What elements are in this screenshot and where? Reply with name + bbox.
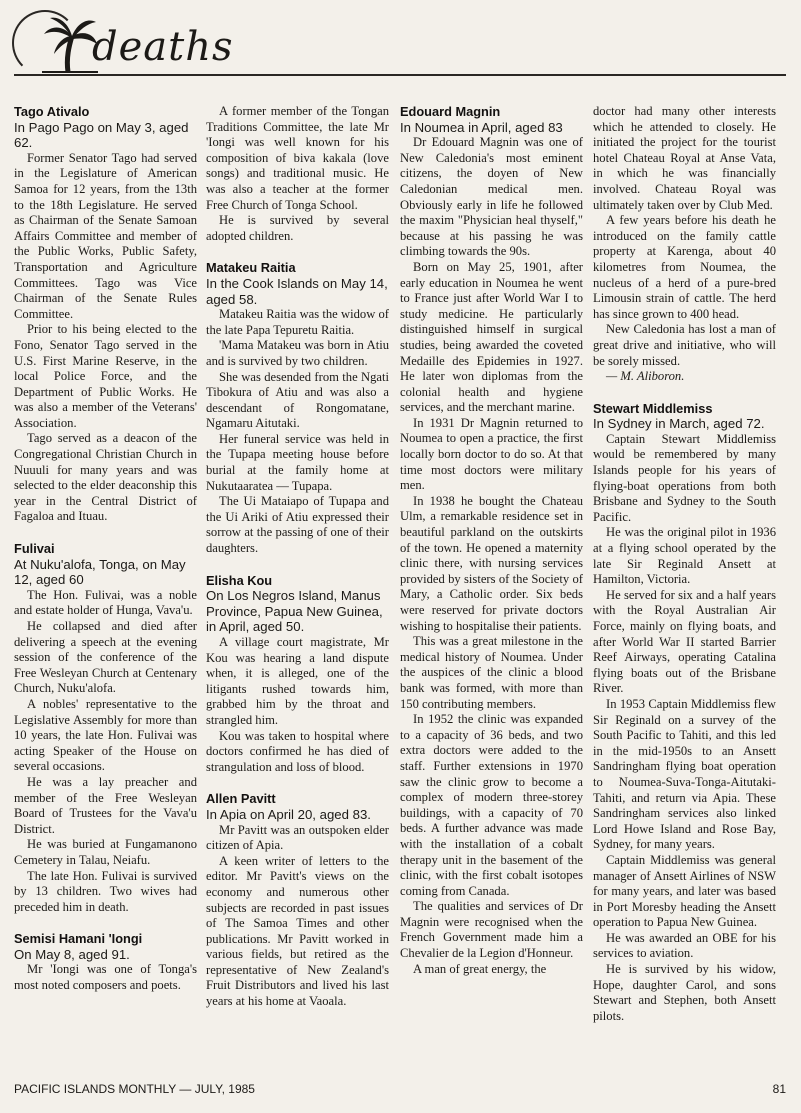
- masthead: [0, 0, 801, 80]
- obituary-name: Matakeu Raitia: [206, 260, 296, 276]
- obituary-dateline: In the Cook Islands on May 14, aged 58.: [206, 275, 388, 307]
- obituary-entry: [400, 104, 583, 977]
- obituary-paragraph: He is survived by his widow, Hope, daughter Carol, and sons Stewart and Stephen, both Ansett pilots.: [593, 962, 776, 1023]
- obituary-paragraph: Kou was taken to hospital where doctors confirmed he has died of strangulation and loss of blood.: [206, 728, 389, 774]
- obituary-paragraph: Captain Middlemiss was general manager of Ansett Airlines of NSW for many years, and later was based in Port Moresby heading the Ansett operation to Papua New Guinea.: [593, 852, 776, 930]
- obituary-name: Stewart Middlemiss: [593, 400, 713, 416]
- obituary-dateline: In Sydney in March, aged 72.: [593, 416, 765, 432]
- obituary-paragraph: Captain Stewart Middlemiss would be remembered by many Islands people for his years of flying-boat operations from both Brisbane and Sydney to the South Pacific.: [593, 431, 776, 524]
- column-2: [206, 104, 389, 1064]
- obituary-paragraph: A man of great energy, the: [413, 961, 547, 976]
- obituary-paragraph: The late Hon. Fulivai is survived by 13 children. Two wives had preceded him in death.: [14, 868, 197, 914]
- page-number: 81: [772, 1082, 786, 1096]
- obituary-paragraph: In 1931 Dr Magnin returned to Noumea to open a practice, the first locally born doctor to do so. At that time most doctors were military men.: [400, 415, 583, 493]
- obituary-name: Edouard Magnin: [400, 104, 501, 119]
- obituary-paragraph: The Hon. Fulivai, was a noble and estate holder of Hunga, Vava'u.: [14, 587, 197, 618]
- obituary-entry: [206, 573, 389, 776]
- obituary-paragraph: doctor had many other interests which he attended to closely. He initiated the project for the tourist hotel Chateau Royal at Anse Vata, in which he was financially involved. Chateau Royal was ultimately taken over by Club Med.: [593, 104, 776, 212]
- obituary-paragraph: The Ui Mataiapo of Tupapa and the Ui Ariki of Atiu expressed their sorrow at the passing of one of their daughters.: [206, 494, 389, 556]
- obituary-paragraph: New Caledonia has lost a man of great drive and initiative, who will be sorely missed.: [593, 322, 776, 368]
- obituary-paragraph: He was awarded an OBE for his services to aviation.: [593, 930, 776, 961]
- obituary-entry: [14, 931, 197, 993]
- obituary-paragraph: A village court magistrate, Mr Kou was hearing a land dispute when, it is alleged, one of the litigants rushed towards him, grabbed him by the throat and strangled him.: [206, 635, 389, 727]
- obituary-paragraph: Former Senator Tago had served in the Legislature of American Samoa for 12 years, from the 13th to the 18th Legislature. He served as Chairman of the Senate Samoan Affairs Committee and member of the Public Works, Public Safety, Transportation and Agriculture Committees. Tago was Vice Chairman of the Senate Rules Committee.: [14, 150, 197, 321]
- palm-tree-icon: [42, 14, 98, 74]
- continued-text: [593, 104, 776, 385]
- column-1: [14, 104, 197, 1064]
- obituary-paragraph: Mr Pavitt was an outspoken elder citizen of Apia.: [206, 822, 389, 853]
- obituary-entry: [206, 260, 389, 556]
- obituary-paragraph: A nobles' representative to the Legislative Assembly for more than 10 years, the late Hon. Fulivai was acting Speaker of the House on several occasions.: [14, 696, 197, 774]
- obituary-paragraph: 'Mama Matakeu was born in Atiu and is survived by two children.: [206, 338, 389, 368]
- obituary-dateline: On May 8, aged 91.: [14, 946, 130, 962]
- obituary-entry: [14, 104, 197, 525]
- obituary-paragraph: In 1938 he bought the Chateau Ulm, a remarkable residence set in beautiful parkland on the outskirts of the town. He opened a maternity clinic there, with nursing services provided by sisters of the Society of Mary, a Catholic order. Six beds were reserved for private doctors wishing to hospitalise their patients.: [400, 493, 583, 633]
- column-3: [400, 104, 583, 1064]
- obituary-paragraph: He is survived by several adopted children.: [206, 213, 389, 243]
- masthead-rule: [14, 74, 786, 76]
- obituary-paragraph: In 1952 the clinic was expanded to a capacity of 36 beds, and two extra doctors were added to the staff. Further extensions in 1970 saw the clinic grow to become a complex of modern three-storey buildings, with a capacity of 70 beds. A further advance was made with the installation of a cobalt therapy unit in the basement of the clinic, with the first cobalt isotopes coming from Canada.: [400, 712, 583, 898]
- obituary-dateline: On Los Negros Island, Manus Province, Papua New Guinea, in April, aged 50.: [206, 588, 383, 635]
- obituary-paragraph: Mr 'Iongi was one of Tonga's most noted composers and poets.: [14, 962, 197, 993]
- obituary-paragraph: In 1953 Captain Middlemiss flew Sir Reginald on a survey of the South Pacific to Tahiti, and this led in the mid-1950s to an Ansett Sandringham flying boat operation to Noumea-Suva-Tonga-Aitutaki-Tahiti, and return via Apia. These Sandringham services also linked Lord Howe Island and Rose Bay, Sydney, for many years.: [593, 696, 776, 852]
- obituary-dateline: In Noumea in April, aged 83: [400, 119, 563, 135]
- obituary-paragraph: This was a great milestone in the medical history of Noumea. Under the auspices of the clinic a blood bank was formed, with more than 150 contributing members.: [400, 634, 583, 711]
- obituary-paragraph: Matakeu Raitia was the widow of the late Papa Tepuretu Raitia.: [206, 307, 389, 337]
- obituary-entry: [14, 541, 197, 915]
- obituary-entry: [593, 401, 776, 1025]
- author-signature: — M. Aliboron.: [606, 369, 685, 384]
- obituary-paragraph: He was a lay preacher and member of the Free Wesleyan Board of Trustees for the Vava'u District.: [14, 774, 197, 836]
- obituary-name: Semisi Hamani 'Iongi: [14, 931, 143, 947]
- column-4: [593, 104, 776, 1064]
- obituary-paragraph: A keen writer of letters to the editor. Mr Pavitt's views on the economy and numerous other subjects are recorded in past issues of The Samoa Times and other publications. Mr Pavitt worked in various fields, but retired as the representative of New Zealand's Fruit Distributors and lived his last years at his home at Vaoala.: [206, 853, 389, 1009]
- obituary-paragraph: He was the original pilot in 1936 at a flying school operated by the late Sir Reginald Ansett at Hamilton, Victoria.: [593, 525, 776, 587]
- obituary-paragraph: He collapsed and died after delivering a speech at the evening session of the conference of the Free Wesleyan Church at Centenary Church, Nuku'alofa.: [14, 619, 197, 696]
- obituary-name: Fulivai: [14, 541, 55, 557]
- obituary-paragraph: He was buried at Fungamanono Cemetery in Talau, Neiafu.: [14, 837, 197, 867]
- obituary-paragraph: A few years before his death he introduced on the family cattle property at Karenga, about 40 kilometres from Noumea, the nucleus of a herd of a pure-bred Limousin strain of cattle. The herd has since grown to 400 head.: [593, 213, 776, 321]
- obituary-paragraph: Her funeral service was held in the Tupapa meeting house before burial at the family home at Nukutaaratea — Tupapa.: [206, 431, 389, 493]
- obituary-name: Tago Ativalo: [14, 104, 90, 119]
- obituary-paragraph: The qualities and services of Dr Magnin were recognised when the French Government made him a Chevalier de la Legion d'Honneur.: [400, 899, 583, 961]
- obituary-name: Elisha Kou: [206, 572, 273, 588]
- section-title: deaths: [92, 24, 234, 70]
- obituary-paragraph: Dr Edouard Magnin was one of New Caledonia's most eminent citizens, the doyen of New Caledonian medical men. Obviously early in life he followed the maxim "Physician heal thyself," because at his passing he was climbing towards the 90s.: [400, 135, 583, 259]
- publication-line: PACIFIC ISLANDS MONTHLY — JULY, 1985: [14, 1082, 255, 1096]
- obituary-paragraph: Prior to his being elected to the Fono, Senator Tago served in the U.S. First Marine Reserve, in the local Police Force, and the Department of Public Works. He was also a member of the Veterans' Association.: [14, 322, 197, 430]
- obituary-paragraph: He served for six and a half years with the Royal Australian Air Force, mainly on flying boats, and after World War II started Barrier Reef Airways, operating Catalina flying boats out of the Brisbane River.: [593, 587, 776, 696]
- obituary-paragraph: Born on May 25, 1901, after early education in Noumea he went to France just after World War I to study medicine. He particularly distinguished himself in surgical studies, being awarded the coveted Medaille des Epidemies in 1927. He later won diplomas from the colonial health and hygiene services, and the merchant marine.: [400, 259, 583, 415]
- obituary-dateline: At Nuku'alofa, Tonga, on May 12, aged 60: [14, 556, 186, 588]
- obituary-entry: [206, 791, 389, 1009]
- obituary-paragraph: A former member of the Tongan Traditions Committee, the late Mr 'Iongi was well known for his composition of biva kakala (love songs) and traditional music. He was also a teacher at the former Free Church of Tonga School.: [206, 104, 389, 212]
- continued-text: [206, 104, 389, 244]
- obituary-dateline: In Pago Pago on May 3, aged 62.: [14, 119, 189, 151]
- obituary-paragraph: She was desended from the Ngati Tibokura of Atiu and was also a descendant of Rongomatane, Ngamaru Aitutaki.: [206, 369, 389, 431]
- obituary-name: Allen Pavitt: [206, 791, 276, 807]
- obituary-dateline: In Apia on April 20, aged 83.: [206, 806, 371, 822]
- obituary-paragraph: Tago served as a deacon of the Congregational Christian Church in Nuuuli for many years and was selected to the elder deaconship this year in the Central District of Fagaloa and Ituau.: [14, 431, 197, 524]
